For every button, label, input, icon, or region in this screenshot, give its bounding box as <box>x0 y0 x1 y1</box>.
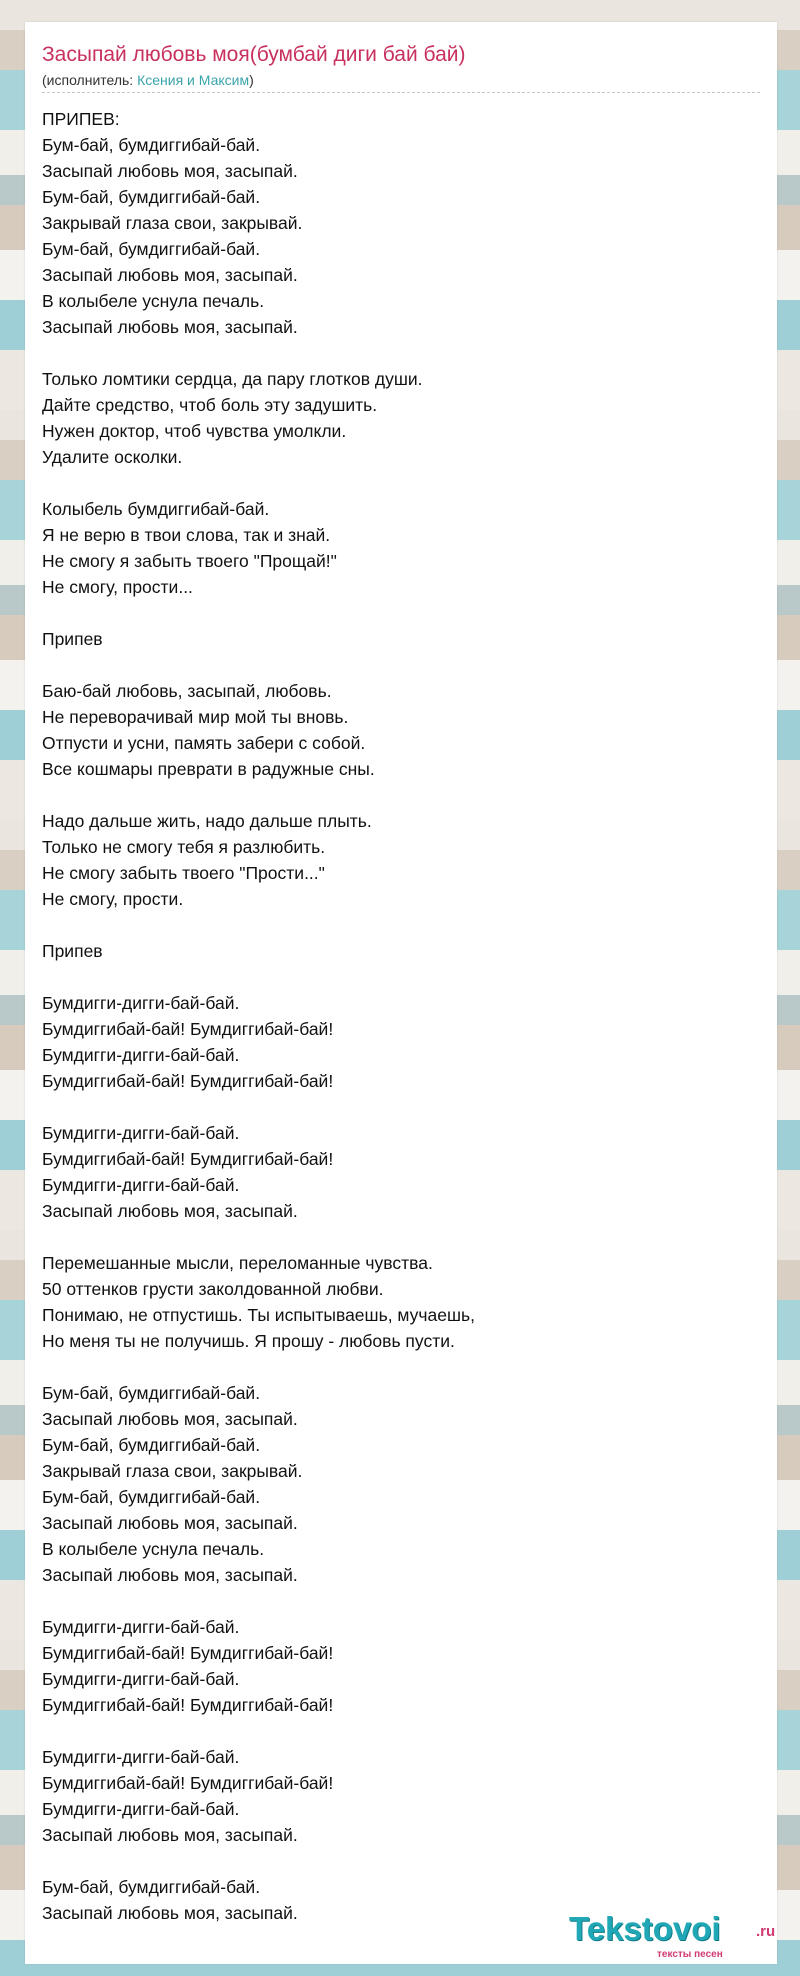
lyrics-line: Не смогу, прости. <box>42 889 184 909</box>
performer-suffix: ) <box>249 72 254 88</box>
lyrics-line: Бумдигги-дигги-бай-бай. <box>42 1045 240 1065</box>
lyrics-line: Засыпай любовь моя, засыпай. <box>42 1825 298 1845</box>
lyrics-line: Но меня ты не получишь. Я прошу - любовь пусти. <box>42 1331 455 1351</box>
lyrics-line: Бумдиггибай-бай! Бумдиггибай-бай! <box>42 1643 334 1663</box>
performer-prefix: (исполнитель: <box>42 72 138 88</box>
lyrics-line: Припев <box>42 941 103 961</box>
lyrics-line: Бум-бай, бумдиггибай-бай. <box>42 1487 261 1507</box>
lyrics-line: Бумдигги-дигги-бай-бай. <box>42 1669 240 1689</box>
lyrics-line: Все кошмары преврати в радужные сны. <box>42 759 375 779</box>
lyrics-line: Засыпай любовь моя, засыпай. <box>42 1513 298 1533</box>
lyrics-line: Бумдиггибай-бай! Бумдиггибай-бай! <box>42 1019 334 1039</box>
lyrics-line: 50 оттенков грусти заколдованной любви. <box>42 1279 384 1299</box>
lyrics-line: Не смогу забыть твоего "Прости..." <box>42 863 325 883</box>
lyrics-line: Не смогу, прости... <box>42 577 193 597</box>
lyrics-line: Не смогу я забыть твоего "Прощай!" <box>42 551 337 571</box>
lyrics-line: Закрывай глаза свои, закрывай. <box>42 1461 303 1481</box>
lyrics-line: Нужен доктор, чтоб чувства умолкли. <box>42 421 347 441</box>
lyrics-line: Надо дальше жить, надо дальше плыть. <box>42 811 372 831</box>
lyrics-line: Бумдигги-дигги-бай-бай. <box>42 1123 240 1143</box>
lyrics-line: Засыпай любовь моя, засыпай. <box>42 1903 298 1923</box>
lyrics-card <box>25 22 777 1964</box>
lyrics-line: ПРИПЕВ: <box>42 109 120 129</box>
lyrics-line: Засыпай любовь моя, засыпай. <box>42 1409 298 1429</box>
lyrics-line: Засыпай любовь моя, засыпай. <box>42 1201 298 1221</box>
lyrics-line: Перемешанные мысли, переломанные чувства. <box>42 1253 433 1273</box>
lyrics-line: В колыбеле уснула печаль. <box>42 291 265 311</box>
lyrics-line: Колыбель бумдиггибай-бай. <box>42 499 270 519</box>
lyrics-line: Бумдиггибай-бай! Бумдиггибай-бай! <box>42 1773 334 1793</box>
lyrics-line: Засыпай любовь моя, засыпай. <box>42 161 298 181</box>
lyrics-line: Бумдигги-дигги-бай-бай. <box>42 1799 240 1819</box>
lyrics-line: Засыпай любовь моя, засыпай. <box>42 265 298 285</box>
lyrics-line: Только не смогу тебя я разлюбить. <box>42 837 326 857</box>
lyrics-line: Засыпай любовь моя, засыпай. <box>42 1565 298 1585</box>
lyrics-line: Бум-бай, бумдиггибай-бай. <box>42 1383 261 1403</box>
lyrics-line: Удалите осколки. <box>42 447 183 467</box>
lyrics-line: Бумдиггибай-бай! Бумдиггибай-бай! <box>42 1149 334 1169</box>
lyrics-line: Засыпай любовь моя, засыпай. <box>42 317 298 337</box>
song-title: Засыпай любовь моя(бумбай диги бай бай) <box>42 43 466 66</box>
lyrics-line: В колыбеле уснула печаль. <box>42 1539 265 1559</box>
lyrics-line: Понимаю, не отпустишь. Ты испытываешь, мучаешь, <box>42 1305 475 1325</box>
site-logo[interactable] <box>569 1910 776 1960</box>
lyrics-line: Бум-бай, бумдиггибай-бай. <box>42 1435 261 1455</box>
lyrics-line: Баю-бай любовь, засыпай, любовь. <box>42 681 332 701</box>
lyrics-line: Бумдигги-дигги-бай-бай. <box>42 1747 240 1767</box>
lyrics-line: Бум-бай, бумдиггибай-бай. <box>42 187 261 207</box>
logo-name: Tekstovoi <box>569 1910 721 1947</box>
lyrics-line: Я не верю в твои слова, так и знай. <box>42 525 331 545</box>
lyrics-line: Бумдигги-дигги-бай-бай. <box>42 1175 240 1195</box>
lyrics-line: Бумдиггибай-бай! Бумдиггибай-бай! <box>42 1071 334 1091</box>
lyrics-line: Не переворачивай мир мой ты вновь. <box>42 707 349 727</box>
performer-line <box>42 72 254 88</box>
lyrics-line: Бумдиггибай-бай! Бумдиггибай-бай! <box>42 1695 334 1715</box>
lyrics-text <box>42 106 475 1926</box>
title-divider <box>42 92 760 93</box>
lyrics-line: Отпусти и усни, память забери с собой. <box>42 733 366 753</box>
logo-tld: .ru <box>756 1923 776 1940</box>
lyrics-line: Бумдигги-дигги-бай-бай. <box>42 1617 240 1637</box>
lyrics-line: Закрывай глаза свои, закрывай. <box>42 213 303 233</box>
lyrics-line: Только ломтики сердца, да пару глотков души. <box>42 369 423 389</box>
lyrics-line: Припев <box>42 629 103 649</box>
logo-tagline: тексты песен <box>657 1949 723 1960</box>
lyrics-line: Бум-бай, бумдиггибай-бай. <box>42 135 261 155</box>
lyrics-line: Бум-бай, бумдиггибай-бай. <box>42 239 261 259</box>
lyrics-line: Бум-бай, бумдиггибай-бай. <box>42 1877 261 1897</box>
lyrics-line: Бумдигги-дигги-бай-бай. <box>42 993 240 1013</box>
lyrics-line: Дайте средство, чтоб боль эту задушить. <box>42 395 378 415</box>
performer-link[interactable]: Ксения и Максим <box>137 72 250 88</box>
